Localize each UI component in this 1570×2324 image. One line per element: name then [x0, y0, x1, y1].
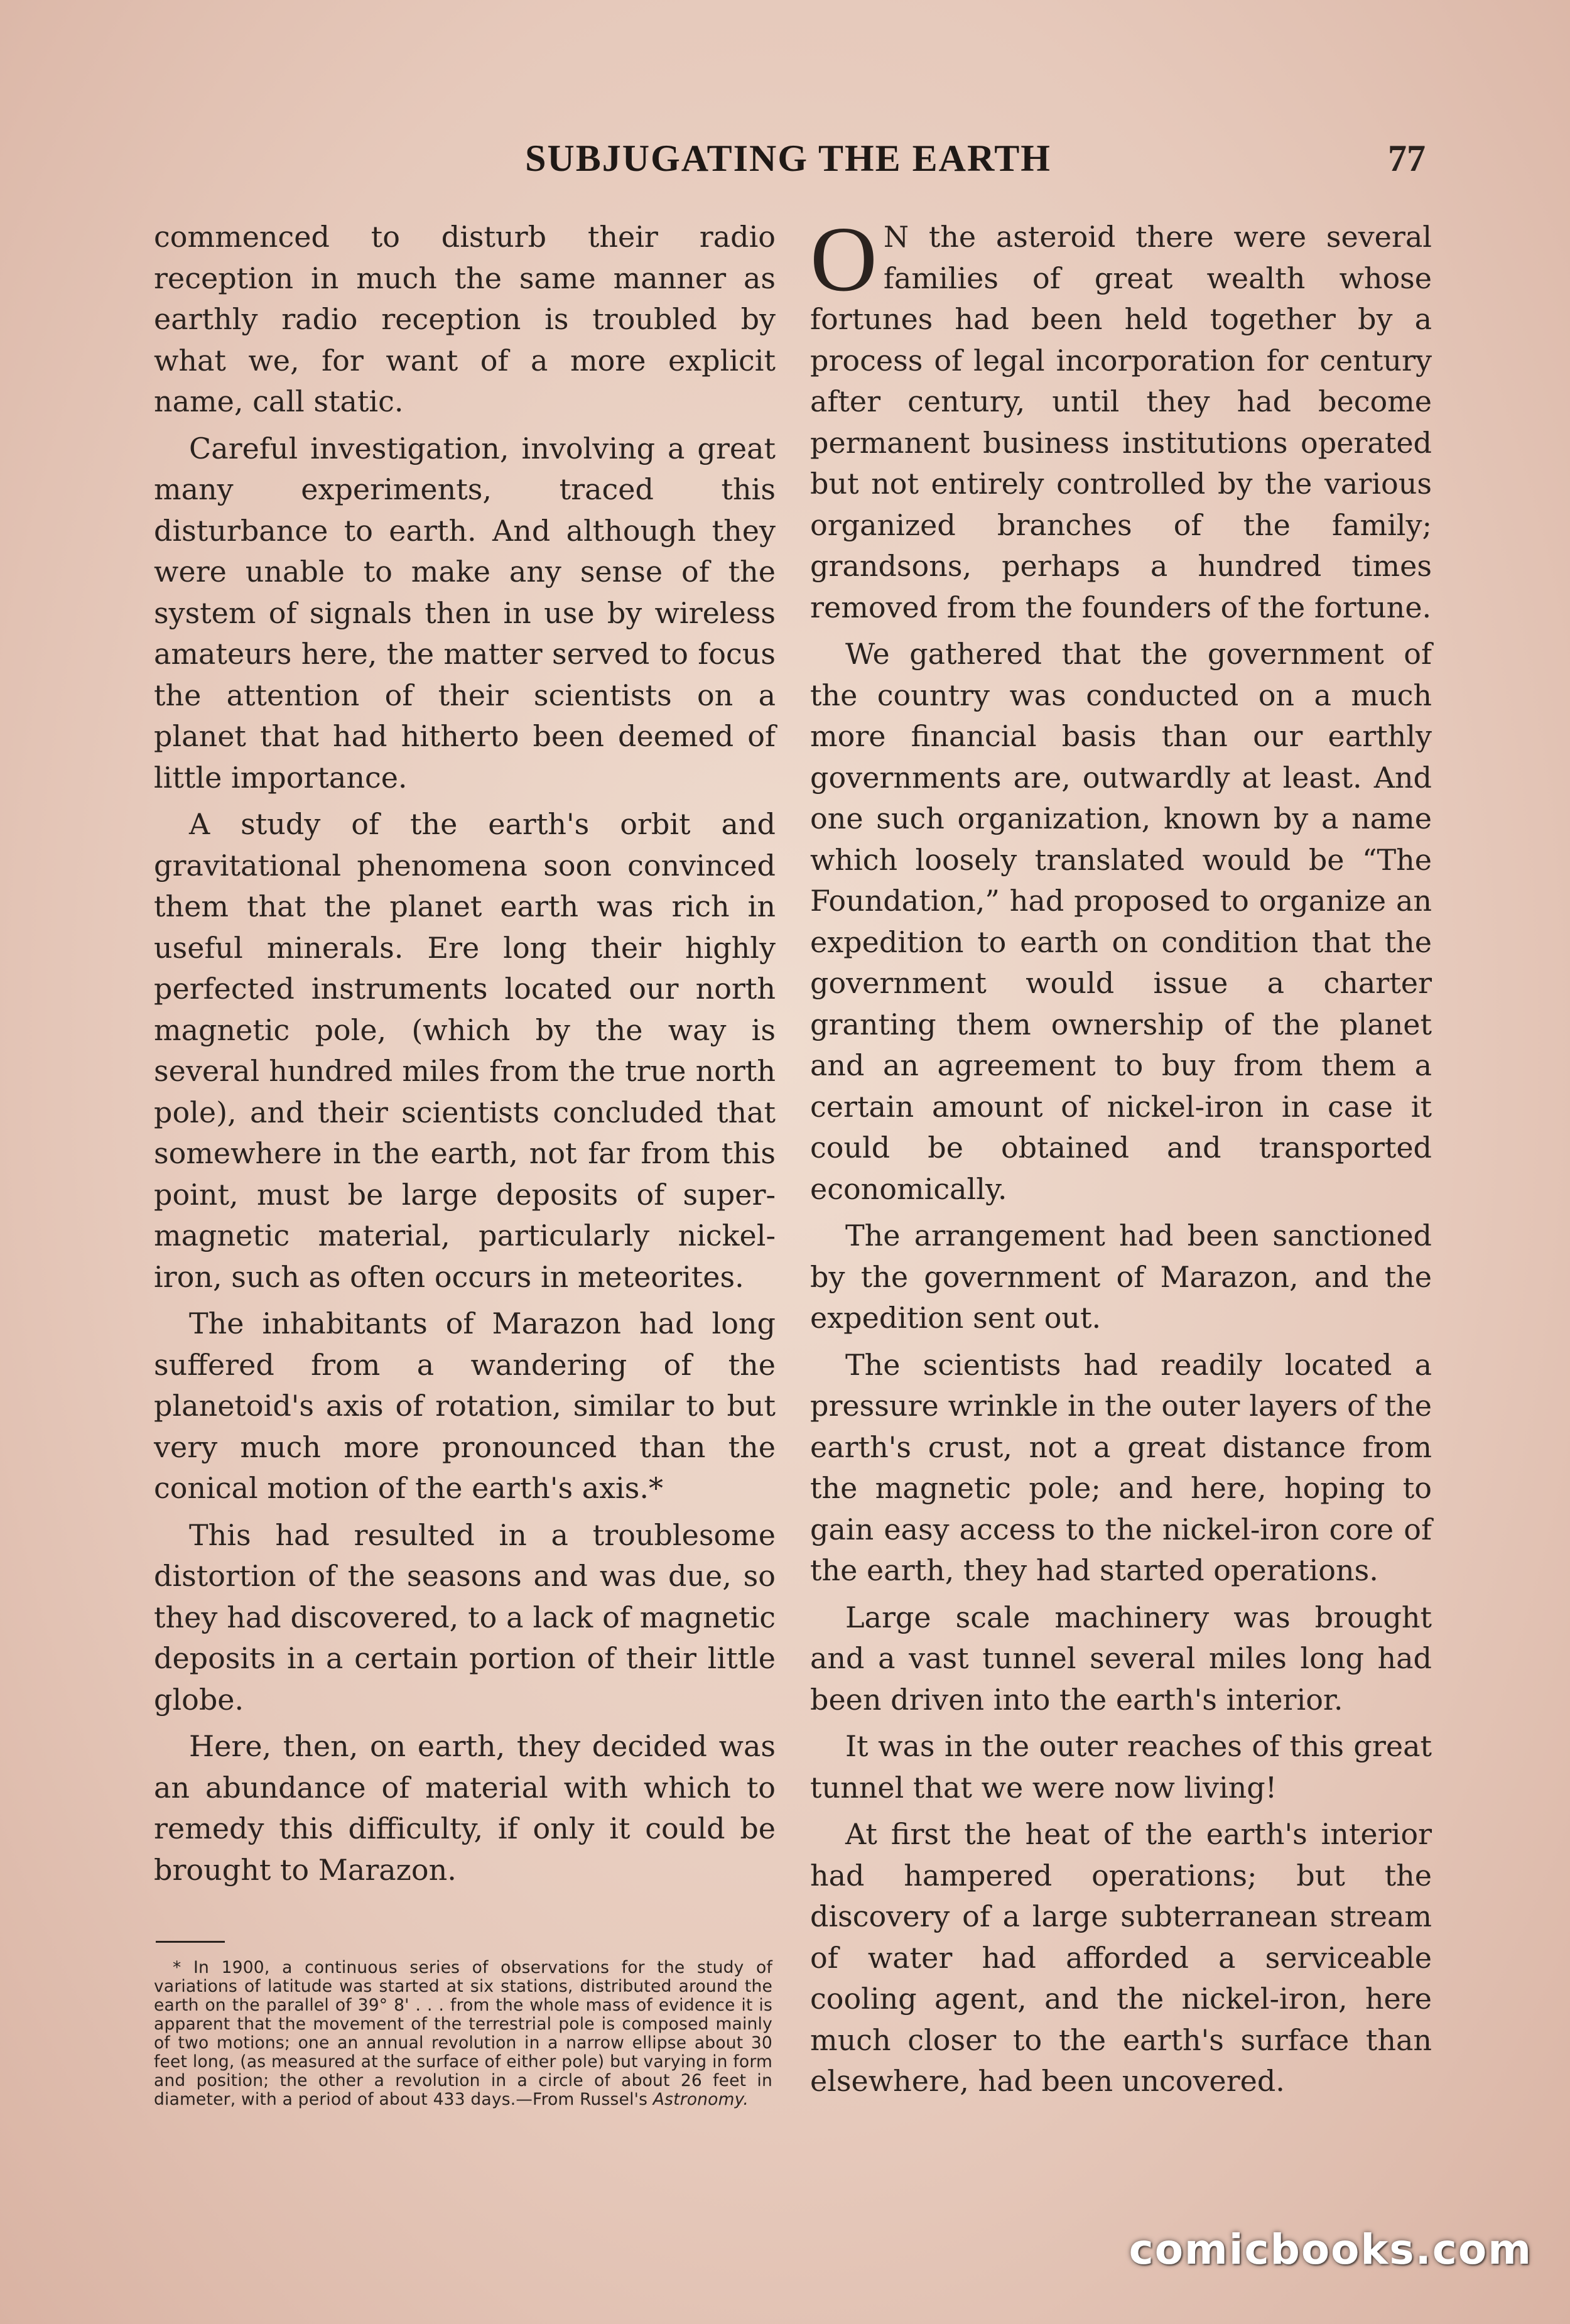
- footnote-source: Astronomy.: [652, 2090, 749, 2109]
- opening-paragraph-text: N the asteroid there were several families of great wealth whose fortunes had been held together by a process of legal incorporation for century after century, until they had become permanent business institutions operated but not entirely controlled by the various organized branches of the family; grandsons, perhaps a hundred times removed from the founders of the fortune.: [810, 220, 1432, 624]
- paragraph: It was in the outer reaches of this great tunnel that we were now living!: [810, 1729, 1432, 1805]
- paragraph: Careful investigation, involving a great many experiments, traced this disturbance to earth. And although they were unable to make any sense of the system of signals then in use by wireless amateurs here, the matter served to focus the attention of their scientists on a planet that had hitherto been deemed of little importance.: [154, 431, 776, 795]
- paragraph: Here, then, on earth, they decided was an abundance of material with which to remedy this difficulty, if only it could be brought to Marazon.: [154, 1729, 776, 1887]
- paragraph: At first the heat of the earth's interior had hampered operations; but the discovery of a large subterranean stream of water had afforded a serviceable cooling agent, and the nickel-iron, here much closer to the earth's surface than elsewhere, had been uncovered.: [810, 1817, 1432, 2098]
- running-head: [151, 137, 1426, 187]
- paragraph: The scientists had readily located a pressure wrinkle in the outer layers of the earth's crust, not a great distance from the magnetic pole; and here, hoping to gain easy access to the nickel-iron core of the earth, they had started operations.: [810, 1347, 1432, 1587]
- right-column: [810, 208, 1432, 2108]
- paragraph: Large scale machinery was brought and a vast tunnel several miles long had been driven into the earth's interior.: [810, 1600, 1432, 1717]
- opening-paragraph: [810, 208, 1432, 628]
- paragraph: This had resulted in a troublesome distortion of the seasons and was due, so they had discovered, to a lack of magnetic deposits in a certain portion of their little globe.: [154, 1518, 776, 1717]
- paragraph: The inhabitants of Marazon had long suffered from a wandering of the planetoid's axis of rotation, similar to but very much more pronounced than the conical motion of the earth's axis.*: [154, 1306, 776, 1505]
- paragraph: The arrangement had been sanctioned by the government of Marazon, and the expedition sent out.: [810, 1219, 1432, 1335]
- paragraph: We gathered that the government of the country was conducted on a much more financial basis than our earthly governments are, outwardly at least. And one such organization, known by a name which loosely translated would be “The Foundation,” had proposed to organize an expedition to earth on condition that the government would issue a charter granting them ownership of the planet and an agreement to buy from them a certain amount of nickel-iron in case it could be obtained and transported economically.: [810, 637, 1432, 1206]
- page-number: 77: [1388, 138, 1426, 179]
- paragraph: A study of the earth's orbit and gravitational phenomena soon convinced them that the planet earth was rich in useful minerals. Ere long their highly perfected instruments located our north magnetic pole, (which by the way is several hundred miles from the true north pole), and their scientists concluded that somewhere in the earth, not far from this point, must be large deposits of super-magnetic material, particularly nickel-iron, such as often occurs in meteorites.: [154, 807, 776, 1294]
- footnote: [154, 1958, 772, 2109]
- left-column: [154, 217, 776, 1896]
- watermark: comicbooks.com: [1129, 2225, 1532, 2274]
- page-title: SUBJUGATING THE EARTH: [525, 138, 1051, 179]
- drop-cap: O: [810, 208, 877, 311]
- footnote-divider: [156, 1941, 225, 1943]
- footnote-text: * In 1900, a continuous series of observations for the study of variations of latitude was started at six stations, distributed around the earth on the parallel of 39° 8' . . . from the whole mass of evidence it is apparent that the movement of the terrestrial pole is composed mainly of two motions; one an annual revolution in a narrow ellipse about 30 feet long, (as measured at the surface of either pole) but varying in form and position; the other a revolution in a circle of about 26 feet in diameter, with a period of about 433 days.—From Russel's: [154, 1958, 772, 2109]
- paragraph: commenced to disturb their radio reception in much the same manner as earthly radio reception is troubled by what we, for want of a more explicit name, call static.: [154, 220, 776, 418]
